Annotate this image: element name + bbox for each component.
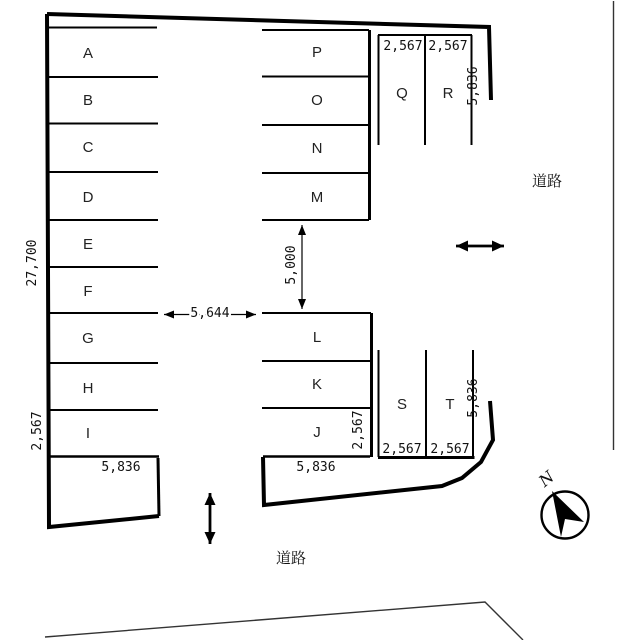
dim-middle-frontage: 5,836: [296, 460, 336, 475]
dim-st-side: 5,836: [466, 378, 481, 418]
stall-label-f: F: [83, 283, 93, 300]
stall-label-b: B: [82, 92, 94, 109]
stall-label-r: R: [442, 85, 454, 102]
stall-label-g: G: [82, 330, 94, 347]
boundary-left-parcel-right-edge: [158, 458, 159, 516]
stall-label-o: O: [311, 92, 323, 109]
stall-label-j: J: [313, 424, 321, 441]
compass: [534, 466, 588, 538]
dim-stall-s: 2,567: [382, 442, 422, 457]
stall-label-n: N: [311, 140, 323, 157]
dim-stall-q: 2,567: [383, 39, 423, 54]
dim-stall-r: 2,567: [428, 39, 468, 54]
stall-label-h: H: [82, 380, 94, 397]
stall-label-l: L: [312, 329, 322, 346]
dim-aisle-height: 5,000: [284, 245, 299, 285]
road-label-bottom: 道路: [275, 549, 307, 567]
stall-label-e: E: [82, 236, 94, 253]
dim-aisle-width: 5,644: [190, 306, 230, 321]
dim-qr-side: 5,836: [466, 66, 481, 106]
north-label: N: [534, 467, 558, 491]
stall-label-c: C: [82, 139, 94, 156]
dim-left-stall-width: 2,567: [30, 411, 45, 451]
stall-label-t: T: [445, 396, 455, 413]
stall-label-d: D: [82, 189, 94, 206]
road-label-right: 道路: [531, 172, 563, 190]
dim-j-stall-width: 2,567: [351, 410, 366, 450]
dim-left-total: 27,700: [25, 239, 40, 287]
stall-label-a: A: [82, 45, 94, 62]
stall-label-q: Q: [396, 85, 408, 102]
compass-needle-icon: [552, 491, 584, 537]
stall-label-p: P: [311, 44, 323, 61]
stall-label-s: S: [396, 396, 408, 413]
stall-label-i: I: [85, 425, 91, 442]
left-stall-lines: [48, 28, 159, 457]
stall-label-m: M: [310, 189, 324, 206]
dim-left-frontage: 5,836: [101, 460, 141, 475]
stall-label-k: K: [311, 376, 323, 393]
boundary-left-bottom: [47, 14, 159, 527]
dim-stall-t: 2,567: [430, 442, 470, 457]
road-edge-bottom: [45, 602, 523, 640]
